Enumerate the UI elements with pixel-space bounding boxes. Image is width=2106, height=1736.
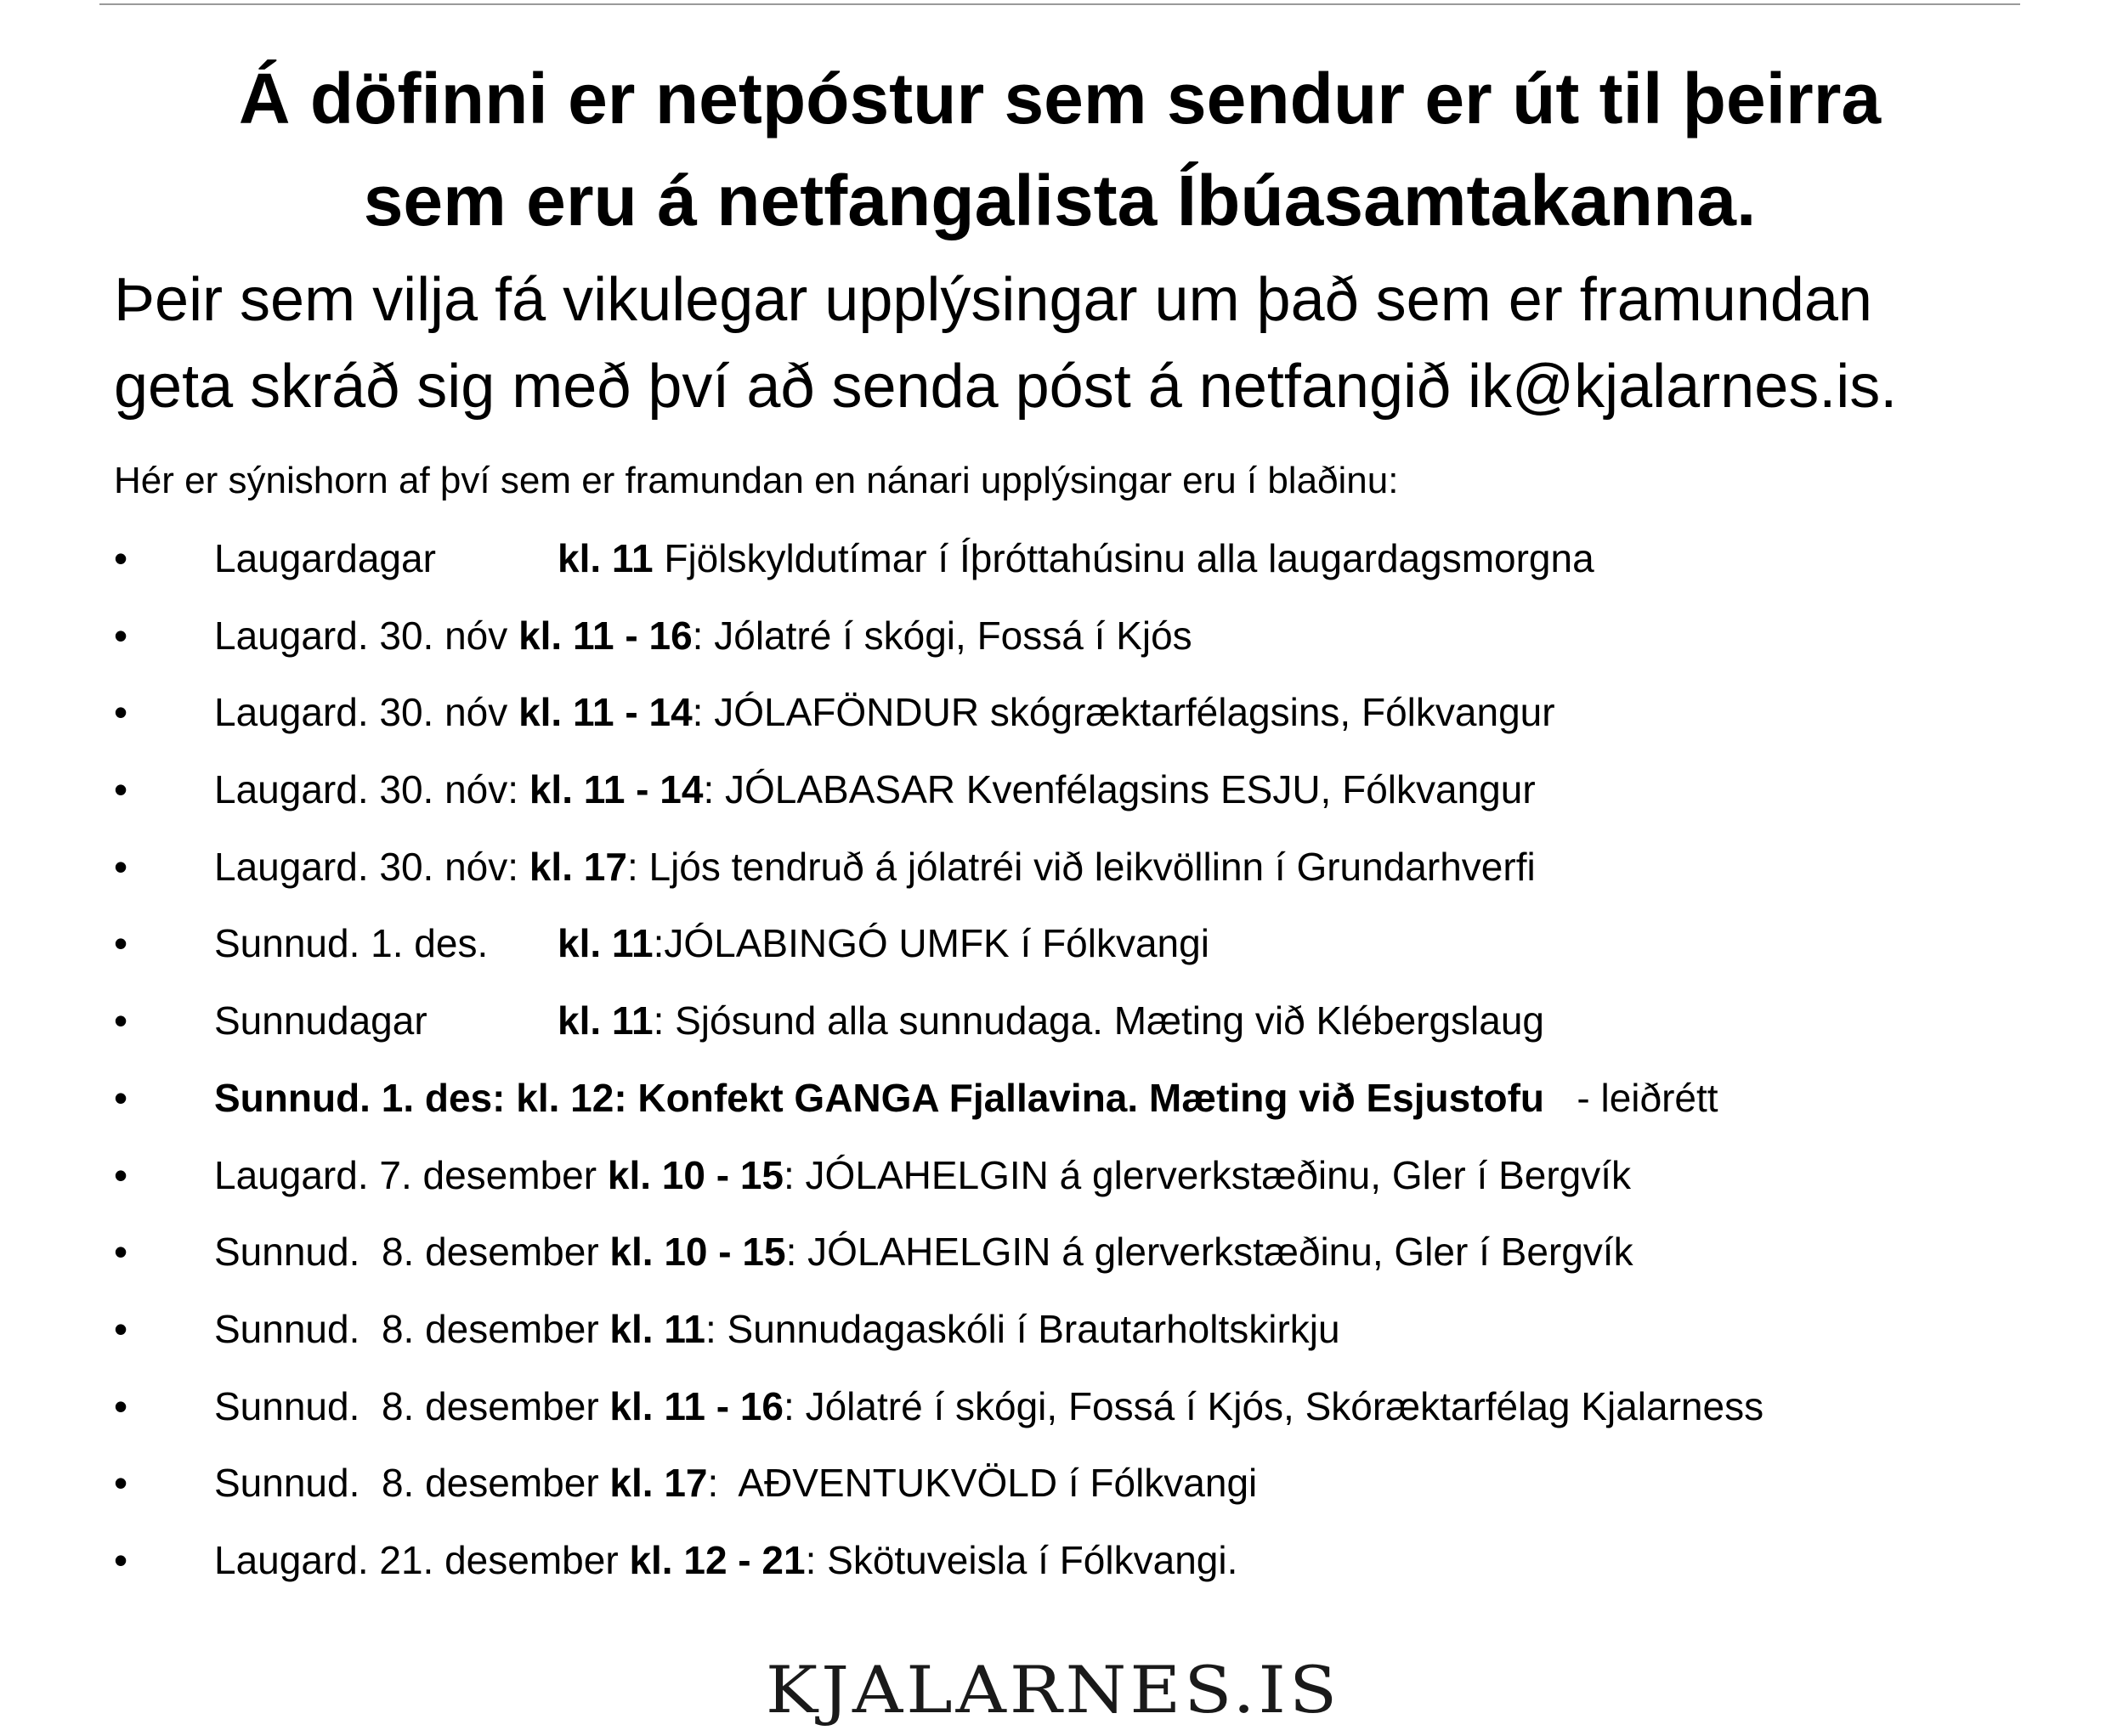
bullet-icon: • [114, 1461, 128, 1506]
bullet-icon: • [114, 1383, 128, 1428]
event-description: : Jólatré í skógi, Fossá í Kjós, Skóræktarfélag Kjalarness [784, 1383, 1764, 1428]
event-description: : JÓLABASAR Kvenfélagsins ESJU, Fólkvangur [703, 767, 1536, 812]
event-day: Laugard. 30. nóv [214, 690, 508, 735]
event-day: Sunnud. 8. desember [214, 1306, 599, 1351]
event-time: kl. 11 [609, 1306, 705, 1351]
bullet-icon: • [114, 613, 128, 658]
event-day: Laugard. 30. nóv [214, 613, 508, 658]
bullet-icon: • [114, 921, 128, 966]
event-day: Sunnud. 8. desember [214, 1461, 599, 1506]
event-time: kl. 11 - 16 [518, 613, 693, 658]
bullet-icon: • [114, 767, 128, 812]
event-time: kl. 11 - 14 [529, 767, 704, 812]
event-day: Sunnud. 1. des. [214, 921, 489, 966]
event-description: : Jólatré í skógi, Fossá í Kjós [692, 613, 1192, 658]
bullet-icon: • [114, 690, 128, 735]
headline-line-1: Á döfinni er netpóstur sem sendur er út til þeirra [238, 59, 1882, 139]
event-description: - leiðrétt [1544, 1075, 1718, 1120]
event-description: : JÓLAHELGIN á glerverkstæðinu, Gler í Bergvík [784, 1152, 1632, 1197]
headline [99, 48, 2020, 252]
event-day: Laugard. 30. nóv: [214, 844, 519, 889]
event-time: kl. 11 - 16 [609, 1383, 784, 1428]
bullet-icon: • [114, 998, 128, 1043]
intro-line-2: geta skráð sig með því að senda póst á netfangið ik@kjalarnes.is. [114, 353, 1898, 421]
event-day: Laugard. 21. desember [214, 1537, 619, 1582]
bullet-icon: • [114, 844, 128, 889]
event-description: : JÓLAHELGIN á glerverkstæðinu, Gler í Bergvík [785, 1230, 1633, 1275]
event-time: kl. 11 [558, 998, 654, 1043]
event-description: : Ljós tendruð á jólatréi við leikvöllinn í Grundarhverfi [626, 844, 1536, 889]
event-time: kl. 17 [609, 1461, 708, 1506]
events-lead-text: Hér er sýnishorn af því sem er framundan en nánari upplýsingar eru í blaðinu: [114, 460, 1399, 501]
bullet-icon: • [114, 1306, 128, 1351]
bullet-icon: • [114, 1152, 128, 1197]
event-description: : JÓLAFÖNDUR skógræktarfélagsins, Fólkvangur [692, 690, 1555, 735]
intro-paragraph [114, 257, 1897, 430]
event-day: Sunnud. 8. desember [214, 1383, 599, 1428]
bullet-icon: • [114, 1537, 128, 1582]
event-day: Sunnud. 8. desember [214, 1230, 599, 1275]
event-time: kl. 11 [558, 921, 654, 966]
event-bold-text: Sunnud. 1. des: kl. 12: Konfekt GANGA Fjallavina. Mæting við Esjustofu [214, 1075, 1545, 1120]
bullet-icon: • [114, 1075, 128, 1120]
event-time: kl. 17 [529, 844, 627, 889]
event-description: Fjölskyldutímar í Íþróttahúsinu alla laugardagsmorgna [653, 536, 1594, 580]
event-day: Sunnudagar [214, 998, 427, 1043]
event-description: :JÓLABINGÓ UMFK í Fólkvangi [653, 921, 1209, 966]
event-time: kl. 11 [558, 536, 654, 580]
event-day: Laugardagar [214, 536, 436, 580]
intro-line-1: Þeir sem vilja fá vikulegar upplýsingar um það sem er framundan [114, 266, 1872, 334]
event-day: Laugard. 30. nóv: [214, 767, 519, 812]
event-description: : Sjósund alla sunnudaga. Mæting við Klébergslaug [653, 998, 1545, 1043]
event-time: kl. 12 - 21 [629, 1537, 806, 1582]
bullet-icon: • [114, 536, 128, 580]
event-time: kl. 10 - 15 [609, 1230, 786, 1275]
bullet-icon: • [114, 1230, 128, 1275]
event-description: : Skötuveisla í Fólkvangi. [805, 1537, 1238, 1582]
top-rule [99, 3, 2020, 5]
event-day: Laugard. 7. desember [214, 1152, 597, 1197]
event-description: : Sunnudagaskóli í Brautarholtskirkju [705, 1306, 1340, 1351]
event-time: kl. 11 - 14 [518, 690, 693, 735]
headline-line-2: sem eru á netfangalista Íbúasamtakanna. [363, 161, 1757, 240]
event-time: kl. 10 - 15 [607, 1152, 784, 1197]
event-description: : AÐVENTUKVÖLD í Fólkvangi [707, 1461, 1258, 1506]
kjalarnes-logo: KJALARNES.IS [765, 1653, 1341, 1728]
